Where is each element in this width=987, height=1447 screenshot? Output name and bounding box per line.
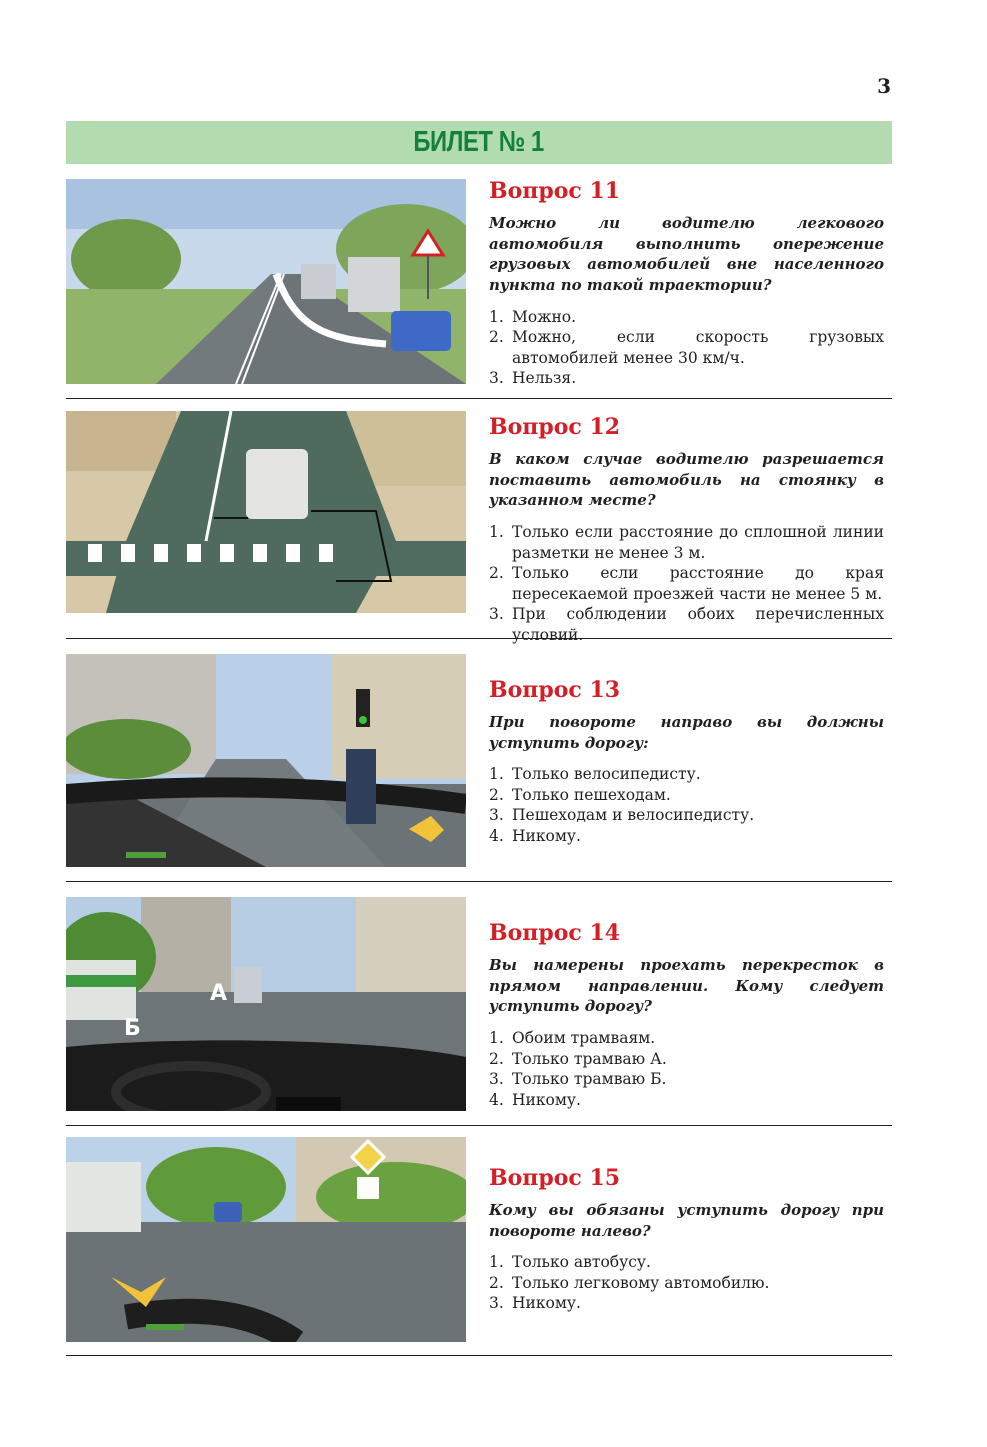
answer-item[interactable]: 2. Только если расстояние до края пересекаемой проезжей части не менее 5 м. — [489, 564, 884, 603]
answer-item[interactable]: 3. Только трамваю Б. — [489, 1070, 667, 1089]
answer-item[interactable]: 3. Пешеходам и велосипедисту. — [489, 806, 755, 825]
question-13-illustration — [66, 654, 466, 867]
question-12-text-block — [489, 415, 884, 645]
ticket-title: БИЛЕТ № 1 — [413, 126, 545, 158]
answer-item[interactable]: 2. Можно, если скорость грузовых автомобилей менее 30 км/ч. — [489, 328, 884, 367]
question-text: Кому вы обязаны уступить дорогу при повороте налево? — [489, 1201, 884, 1240]
separator — [66, 1125, 892, 1126]
tram-label-b: Б — [124, 1016, 141, 1041]
answer-list — [489, 307, 884, 389]
question-11-text-block — [489, 179, 884, 389]
question-11 — [66, 178, 892, 388]
question-title: Вопрос 14 — [489, 920, 621, 946]
question-14-text-block — [489, 921, 884, 1110]
question-title: Вопрос 15 — [489, 1165, 621, 1191]
question-text: Можно ли водителю легкового автомобиля выполнить опережение грузовых автомобилей вне населенного пункта по такой траектории? — [489, 214, 884, 295]
question-title: Вопрос 13 — [489, 677, 621, 703]
answer-item[interactable]: 1. Только велосипедисту. — [489, 765, 701, 784]
question-14 — [66, 897, 892, 1111]
answer-item[interactable]: 4. Никому. — [489, 826, 581, 845]
separator — [66, 881, 892, 882]
page-number: 3 — [877, 74, 891, 98]
question-12 — [66, 411, 892, 644]
question-text: При повороте направо вы должны уступить дорогу: — [489, 713, 884, 752]
question-text: Вы намерены проехать перекресток в прямом направлении. Кому следует уступить дорогу? — [489, 956, 884, 1016]
separator — [66, 1355, 892, 1356]
question-15-text-block — [489, 1166, 884, 1314]
question-13 — [66, 654, 892, 867]
question-title: Вопрос 11 — [489, 178, 621, 204]
answer-item[interactable]: 1. Только автобусу. — [489, 1253, 651, 1272]
answer-list — [489, 1028, 884, 1110]
answer-item[interactable]: 2. Только легковому автомобилю. — [489, 1273, 770, 1292]
answer-item[interactable]: 3. Нельзя. — [489, 369, 577, 388]
answer-list — [489, 764, 884, 846]
question-15 — [66, 1137, 892, 1342]
question-12-illustration — [66, 411, 466, 613]
answer-item[interactable]: 1. Можно. — [489, 307, 577, 326]
answer-list — [489, 522, 884, 645]
question-14-illustration — [66, 897, 466, 1111]
question-11-illustration — [66, 179, 466, 384]
answer-item[interactable]: 2. Только трамваю А. — [489, 1049, 667, 1068]
ticket-banner — [66, 121, 892, 164]
answer-item[interactable]: 4. Никому. — [489, 1090, 581, 1109]
question-text: В каком случае водителю разрешается поставить автомобиль на стоянку в указанном месте? — [489, 450, 884, 510]
question-15-illustration — [66, 1137, 466, 1342]
separator — [66, 638, 892, 639]
question-title: Вопрос 12 — [489, 414, 621, 440]
question-13-text-block — [489, 678, 884, 846]
answer-item[interactable]: 3. При соблюдении обоих перечисленных условий. — [489, 605, 884, 644]
answer-item[interactable]: 3. Никому. — [489, 1294, 581, 1313]
answer-list — [489, 1252, 884, 1314]
answer-item[interactable]: 1. Только если расстояние до сплошной линии разметки не менее 3 м. — [489, 523, 884, 562]
separator — [66, 398, 892, 399]
answer-item[interactable]: 1. Обоим трамваям. — [489, 1029, 656, 1048]
tram-label-a: А — [210, 981, 228, 1006]
answer-item[interactable]: 2. Только пешеходам. — [489, 785, 671, 804]
